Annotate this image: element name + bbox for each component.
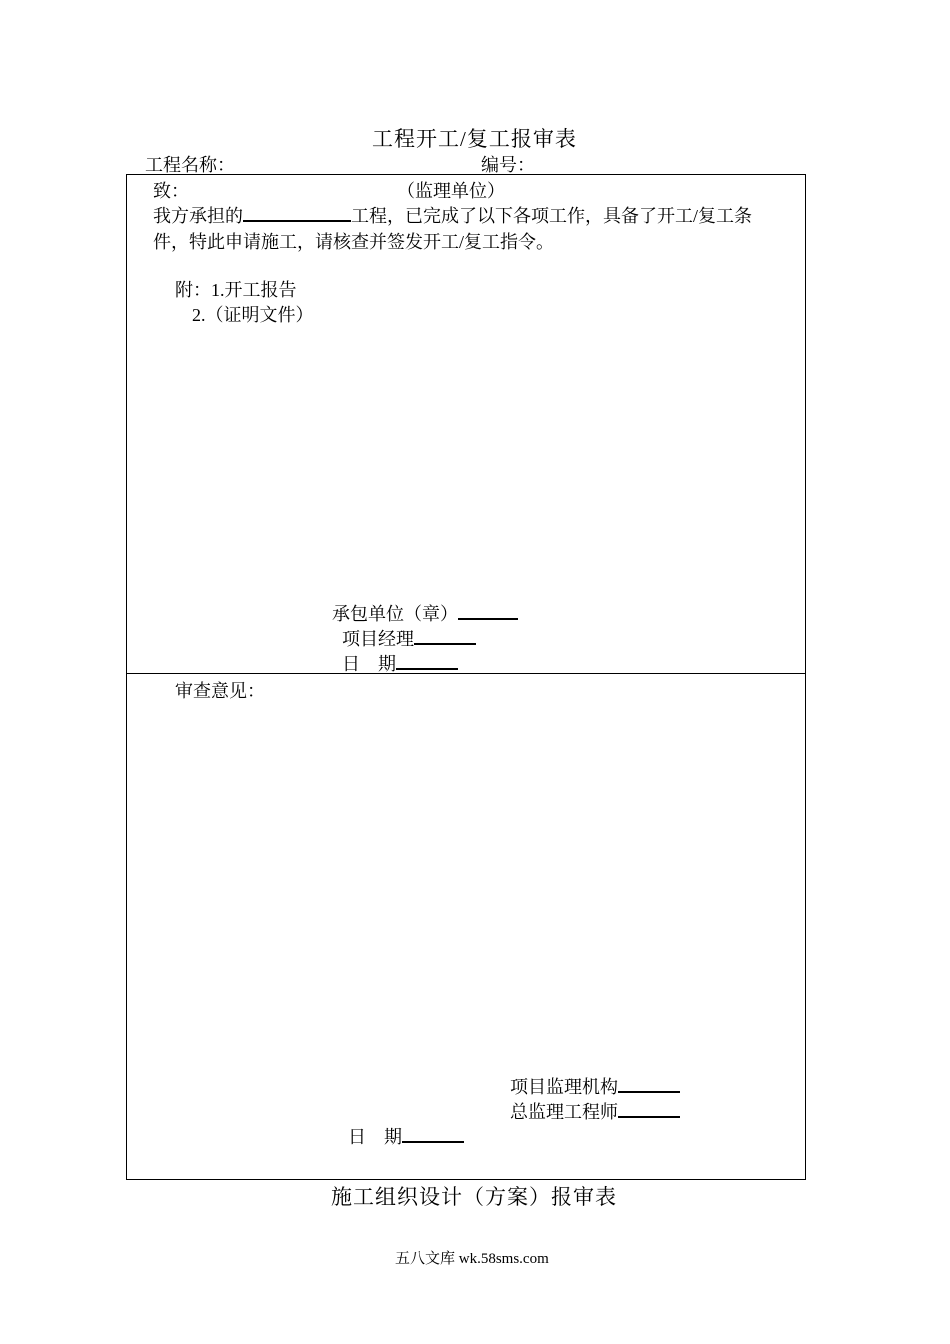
application-statement-line2: 件，特此申请施工，请核查并签发开工/复工指令。 (153, 232, 554, 252)
review-opinion-label: 审查意见： (175, 681, 265, 701)
supervision-org-blank (618, 1073, 680, 1093)
form-title: 工程开工/复工报审表 (372, 127, 577, 151)
statement-suffix: 工程，已完成了以下各项工作，具备了开工/复工条 (351, 206, 752, 226)
contractor-blank (458, 600, 518, 620)
supervision-org-line (510, 1073, 680, 1099)
review-section (126, 673, 806, 1180)
project-blank (243, 202, 351, 222)
footer-watermark: 五八文库 wk.58sms.com (395, 1251, 549, 1267)
project-manager-blank (414, 625, 476, 645)
supervision-org-label: 项目监理机构 (510, 1077, 618, 1097)
project-manager-label: 项目经理 (342, 629, 414, 649)
attachment-2: 2.（证明文件） (192, 305, 314, 325)
review-date-line (348, 1123, 464, 1149)
application-date-line (342, 650, 458, 676)
to-label: 致： (153, 181, 189, 201)
project-manager-line (342, 625, 476, 651)
application-date-label: 日 期 (342, 654, 396, 674)
project-name-label: 工程名称： (145, 155, 235, 175)
contractor-label: 承包单位（章） (332, 604, 458, 624)
chief-engineer-line (510, 1098, 680, 1124)
statement-prefix: 我方承担的 (153, 206, 243, 226)
attachment-1: 附：1.开工报告 (175, 280, 297, 300)
chief-engineer-label: 总监理工程师 (510, 1102, 618, 1122)
review-date-blank (402, 1123, 464, 1143)
contractor-signature-line (332, 600, 518, 626)
supervision-unit-label: （监理单位） (397, 181, 505, 201)
application-date-blank (396, 650, 458, 670)
application-statement-line1 (153, 202, 752, 228)
next-form-title: 施工组织设计（方案）报审表 (331, 1185, 617, 1209)
chief-engineer-blank (618, 1098, 680, 1118)
number-label: 编号： (481, 155, 535, 175)
review-date-label: 日 期 (348, 1127, 402, 1147)
